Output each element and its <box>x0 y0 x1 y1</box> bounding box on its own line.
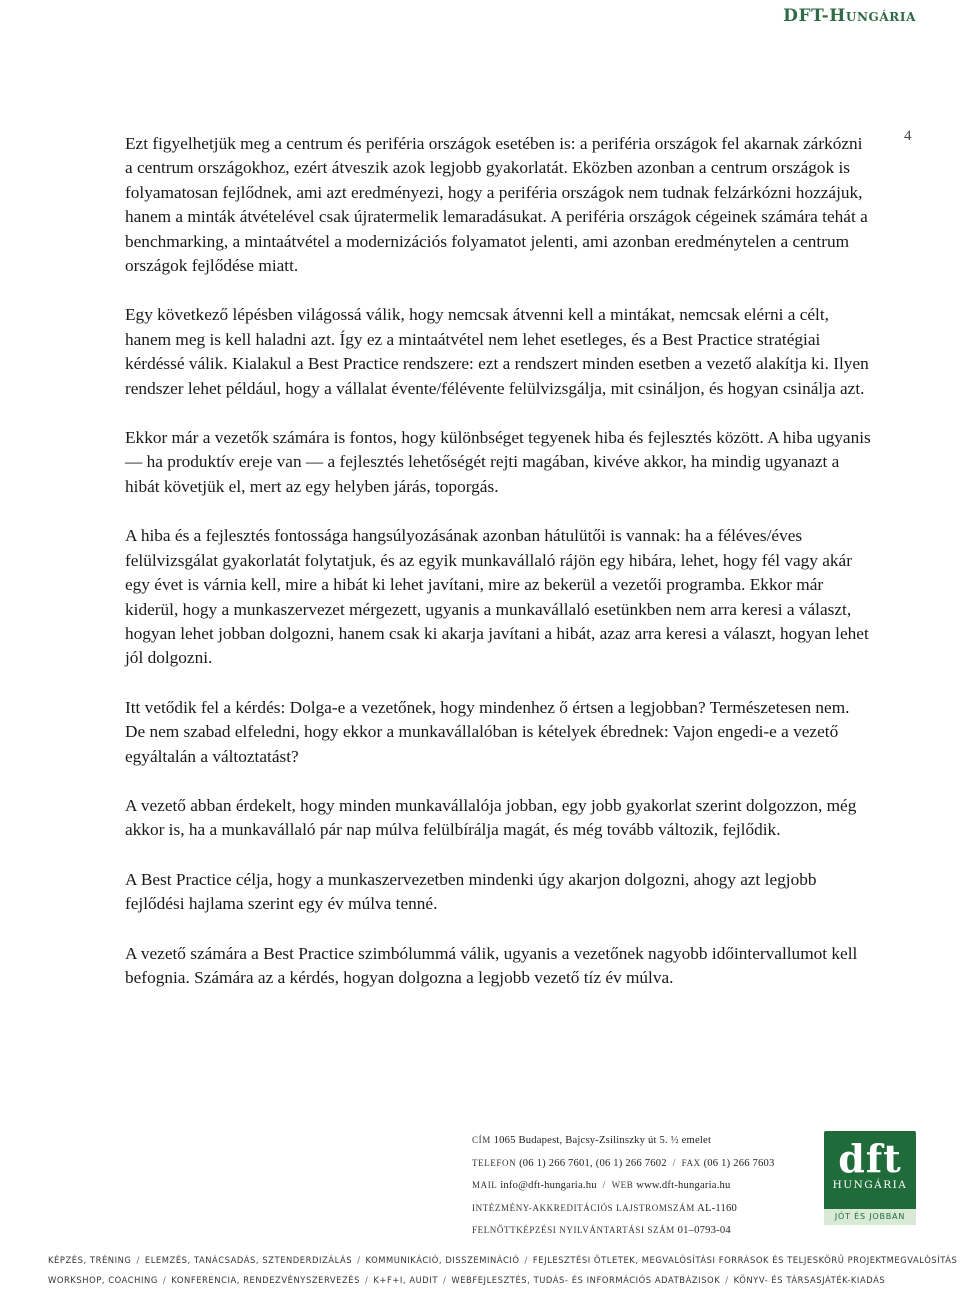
service-item: WEBFEJLESZTÉS, TUDÁS- ÉS INFORMÁCIÓS ADATBÁZISOK <box>451 1275 721 1285</box>
accreditation-number: AL-1160 <box>697 1202 737 1214</box>
email-link[interactable]: info@dft-hungaria.hu <box>500 1180 597 1192</box>
dft-logo <box>824 1131 916 1225</box>
services-line-1: KÉPZÉS, TRÉNING / ELEMZÉS, TANÁCSADÁS, SZTENDERDIZÁLÁS / KOMMUNIKÁCIÓ, DISSZEMINÁCIÓ / FEJLESZTÉSI ÖTLETEK, MEGVALÓSÍTÁSI FORRÁSOK ÉS TELJESKÖRŰ PROJEKTMEGVALÓSÍTÁS <box>48 1255 958 1265</box>
header-brand: DFT-Hungária <box>783 6 916 26</box>
paragraph-8: A vezető számára a Best Practice szimbólummá válik, ugyanis a vezetőnek nagyobb időintervallumot kell befognia. Számára az a kérdés, hogyan dolgozna a legjobb vezető tíz év múlva. <box>125 943 858 987</box>
body-text <box>125 132 873 1015</box>
paragraph-4: A hiba és a fejlesztés fontossága hangsúlyozásának azonban hátulütői is vannak: ha a féléves/éves felülvizsgálat gyakorlatát folytatjuk, és az egyik munkavállaló rájön egy hibára, lehet, hogy fél vagy akár egy évet is várnia kell, mire a hibát ki lehet javítani, mire az bekerül a vezetői programba. Ekkor már kiderül, hogy a munkaszervezet mérgezett, ugyanis a munkavállaló esetünkben nem arra keresi a választ, hogyan lehet jobban dolgozni, hanem csak ki akarja javítani a hibát, azaz arra keresi a választ, hogyan lehet jól dolgozni. <box>125 526 869 668</box>
paragraph-1: Ezt figyelhetjük meg a centrum és periféria országok esetében is: a periféria országok fel akarnak zárkózni a centrum országokhoz, ezért átveszik azok legjobb gyakorlatát. Eközben azonban a centrum országok is folyamatosan fejlődnek, ami azt eredményezi, hogy a periféria országok nem tudnak felzárkózni hozzájuk, hanem a minták átvételével csak újratermelik lemaradásukat. A periféria országok cégeinek számára tehát a benchmarking, a mintaátvétel a modernizációs folyamatot jelenti, ami azonban eredménytelen a centrum országok fejlődése miatt. <box>125 134 868 276</box>
mail-row: MAIL info@dft-hungaria.hu / WEB www.dft-hungaria.hu <box>472 1180 731 1192</box>
services-line-2: WORKSHOP, COACHING / KONFERENCIA, RENDEZVÉNYSZERVEZÉS / K+F+I, AUDIT / WEBFEJLESZTÉS, TUDÁS- ÉS INFORMÁCIÓS ADATBÁZISOK / KÖNYV- ÉS TÁRSASJÁTÉK-KIADÁS <box>48 1275 886 1285</box>
service-item: KONFERENCIA, RENDEZVÉNYSZERVEZÉS <box>171 1275 360 1285</box>
service-item: KÉPZÉS, TRÉNING <box>48 1255 132 1265</box>
service-item: WORKSHOP, COACHING <box>48 1275 158 1285</box>
service-item: FEJLESZTÉSI ÖTLETEK, MEGVALÓSÍTÁSI FORRÁSOK ÉS TELJESKÖRŰ PROJEKTMEGVALÓSÍTÁS <box>532 1255 958 1265</box>
paragraph-5: Itt vetődik fel a kérdés: Dolga-e a vezetőnek, hogy mindenhez ő értsen a legjobban? Természetesen nem. De nem szabad elfeledni, hogy ekkor a munkavállalóban is kételyek ébrednek: Vajon engedi-e a vezető egyáltalán a változtatást? <box>125 697 850 766</box>
paragraph-2: Egy következő lépésben világossá válik, hogy nemcsak átvenni kell a mintákat, nemcsak elérni a célt, hanem meg is kell haladni azt. Így ez a mintaátvétel nem lehet esetleges, és a Best Practice stratégiai kérdéssé válik. Kialakul a Best Practice rendszere: ezt a rendszert minden esetben a vezető alakítja ki. Ilyen rendszer lehet például, hogy a vállalat évente/félévente felülvizsgálja, mit csináljon, és hogyan csinálja azt. <box>125 305 869 398</box>
service-item: KÖNYV- ÉS TÁRSASJÁTÉK-KIADÁS <box>733 1275 886 1285</box>
web-link[interactable]: www.dft-hungaria.hu <box>636 1180 731 1192</box>
service-item: ELEMZÉS, TANÁCSADÁS, SZTENDERDIZÁLÁS <box>144 1255 353 1265</box>
footer-contact <box>472 1135 802 1248</box>
paragraph-6: A vezető abban érdekelt, hogy minden munkavállalója jobban, egy jobb gyakorlat szerint dolgozzon, még akkor is, ha a munkavállaló pár nap múlva felülbírálja magát, és még tovább változik, fejlődik. <box>125 795 857 840</box>
logo-main: dft <box>838 1136 902 1181</box>
logo-tagline: JÓT ÉS JOBBAN <box>824 1209 916 1225</box>
paragraph-7: A Best Practice célja, hogy a munkaszervezetben mindenki úgy akarjon dolgozni, ahogy azt legjobb fejlődési hajlama szerint egy év múlva tenné. <box>125 869 817 914</box>
address: 1065 Budapest, Bajcsy-Zsilinszky út 5. ½ emelet <box>493 1135 712 1146</box>
accreditation-row: INTÉZMÉNY-AKKREDITÁCIÓS LAJSTROMSZÁM AL-1160 <box>472 1202 737 1214</box>
page-number: 4 <box>904 128 912 144</box>
registration-number: 01–0793-04 <box>677 1225 731 1237</box>
paragraph-3: Ekkor már a vezetők számára is fontos, hogy különbséget tegyenek hiba és fejlesztés között. A hiba ugyanis — ha produktív ereje van — a fejlesztés lehetőségét rejti magában, kivéve akkor, ha mindig ugyanazt a hibát követjük el, mert az egy helyben járás, toporgás. <box>125 428 871 496</box>
fax: (06 1) 266 7603 <box>703 1157 775 1169</box>
service-item: KOMMUNIKÁCIÓ, DISSZEMINÁCIÓ <box>365 1255 520 1265</box>
address-row: CÍM 1065 Budapest, Bajcsy-Zsilinszky út 5. ½ emelet <box>472 1135 712 1146</box>
phone: (06 1) 266 7601, (06 1) 266 7602 <box>519 1157 667 1169</box>
service-item: K+F+I, AUDIT <box>373 1275 438 1285</box>
phone-row: TELEFON (06 1) 266 7601, (06 1) 266 7602 / FAX (06 1) 266 7603 <box>472 1157 775 1169</box>
registration-row: FELNŐTTKÉPZÉSI NYILVÁNTARTÁSI SZÁM 01–0793-04 <box>472 1225 731 1237</box>
logo-sub: HUNGÁRIA <box>832 1179 908 1191</box>
